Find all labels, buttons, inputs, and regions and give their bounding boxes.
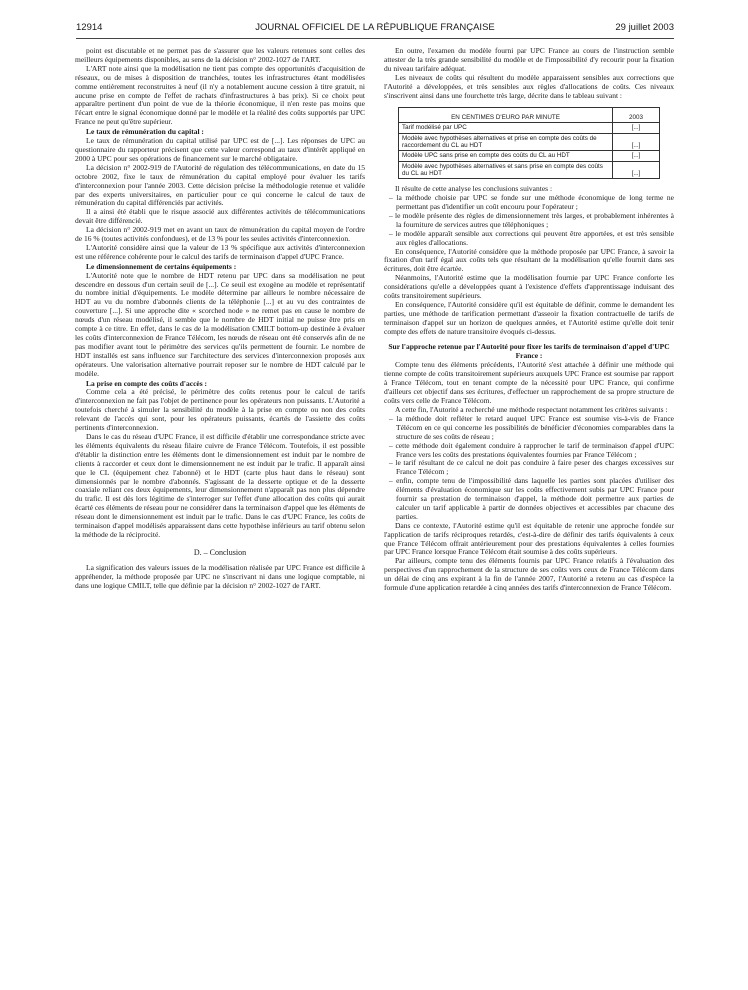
section-heading: Sur l'approche retenue par l'Autorité pour fixer les tarifs de terminaison d'appel d'UPC France : <box>388 341 670 360</box>
cost-table-row <box>399 161 660 179</box>
paragraph: Néanmoins, l'Autorité estime que la modélisation fournie par UPC France conforte les considérations qu'elle a développées quant à l'existence d'effets d'apprentissage induisant des coûts transitoirement supérieurs. <box>384 273 674 301</box>
section-heading: Le dimensionnement de certains équipements : <box>86 261 237 271</box>
journal-title: JOURNAL OFFICIEL DE LA RÉPUBLIQUE FRANÇAISE <box>255 22 495 33</box>
section-heading: La prise en compte des coûts d'accès : <box>86 378 208 388</box>
bullet-item: – cette méthode doit également conduire à rapprocher le tarif de terminaison d'appel d'UPC France vers les coûts des prestations équivalentes fournies par France Télécom ; <box>384 442 674 460</box>
paragraph: En conséquence, l'Autorité considère qu'il est équitable de définir, comme le demandent les parties, une méthode de tarification permettant d'asseoir la fixation contractuelle de tarifs de terminaison d'appel sur un horizon de quelques années, et l'Autorité estime qu'elle doit tenir compte des effets de nature transitoire évoqués ci-dessus. <box>384 300 674 336</box>
paragraph: Il a ainsi été établi que le risque associé aux différentes activités de télécommunications devait être différencié. <box>75 207 365 226</box>
paragraph: En conséquence, l'Autorité considère que la méthode proposée par UPC France, à savoir la fixation d'un tarif égal aux coûts tels que résultant de la modélisation qu'elle fournit dans ses écritures, doit être écartée. <box>384 246 674 274</box>
paragraph: A cette fin, l'Autorité a recherché une méthode respectant notamment les critères suivants : <box>395 404 668 414</box>
bullet-item: – le tarif résultant de ce calcul ne doit pas conduire à faire peser des charges excessives sur France Télécom ; <box>384 459 674 477</box>
paragraph: La signification des valeurs issues de la modélisation réalisée par UPC France est difficile à appréhender, la méthode proposée par UPC ne s'inscrivant ni dans une logique comptable, ni dans une logique CMILT, telle que définie par la décision n° 2002-1027 de l'ART. <box>75 562 365 590</box>
section-heading: Le taux de rémunération du capital : <box>86 127 204 137</box>
cost-table-header-label: EN CENTIMES D'EURO PAR MINUTE <box>399 108 613 123</box>
bullet-list <box>384 415 674 522</box>
cost-table-row-value: [...] <box>613 161 660 179</box>
cost-table-row-label: Tarif modélisé par UPC <box>399 123 613 133</box>
cost-table <box>398 107 660 179</box>
issue-date: 29 juillet 2003 <box>615 22 674 33</box>
cost-table-row-label: Modèle avec hypothèses alternatives et sans prise en compte des coûts du CL au HDT <box>399 161 613 179</box>
paragraph: Comme cela a été précisé, le périmètre des coûts retenus pour le calcul de tarifs d'interconnexion ne fait pas l'objet de pertinence pour les opérateurs non puissants. L'Autorité a toutefois cherché à simuler la sensibilité du modèle à la prise en compte ou non des coûts relevant de l'accès qui sont, pour les opérateurs puissants, écartés de l'assiette des coûts pertinents d'interconnexion. <box>75 387 365 433</box>
bullet-item: – la méthode choisie par UPC se fonde sur une méthode économique de long terme ne permettant pas d'identifier un coût encouru pour l'opérateur ; <box>384 194 674 212</box>
page-header <box>76 22 674 36</box>
paragraph: Les niveaux de coûts qui résultent du modèle apparaissent sensibles aux corrections que l'Autorité a développées, et très sensibles aux règles d'allocations de coûts. Ces niveaux s'inscrivent ainsi dans une fourchette très large, décrite dans le tableau suivant : <box>384 72 674 100</box>
paragraph: Dans ce contexte, l'Autorité estime qu'il est équitable de retenir une approche fondée sur l'application de tarifs réciproques retardés, c'est-à-dire de définir des tarifs équivalents à ceux que France Télécom offrait antérieurement pour des prestations équivalentes à celles fournies par UPC France lorsque France Télécom était soumise à des coûts supérieurs. <box>384 520 674 557</box>
paragraph: Le taux de rémunération du capital utilisé par UPC est de [...]. Les réponses de UPC au questionnaire du rapporteur précisent que cette valeur correspond au taux d'intérêt appliqué en 2000 à UPC pour ses opérations de financement sur le marché obligataire. <box>75 136 365 163</box>
paragraph: point est discutable et ne permet pas de s'assurer que les valeurs retenues sont celles des meilleurs équipements disponibles, au sens de la décision n° 2002-1027 de l'ART. <box>75 46 365 64</box>
cost-table-header-row <box>399 108 660 123</box>
bullet-list <box>384 194 674 247</box>
paragraph: La décision n° 2002-919 met en avant un taux de rémunération du capital moyen de l'ordre de 16 % (toutes activités confondues), et de 13 % pour les seules activités d'interconnexion. <box>75 225 365 244</box>
cost-table-row <box>399 133 660 151</box>
page-number: 12914 <box>76 22 103 33</box>
paragraph: Compte tenu des éléments précédents, l'Autorité s'est attachée à définir une méthode qui tienne compte de coûts transitoirement supérieurs auxquels UPC France est soumise par rapport à France Télécom, tout en tenant compte de la nécessité pour UPC France, qui confirme d'ailleurs cet objectif dans ses écritures, d'effectuer un rapprochement de sa propre structure de coûts vers celle de France Télécom. <box>384 360 674 406</box>
paragraph: La décision n° 2002-919 de l'Autorité de régulation des télécommunications, en date du 15 octobre 2002, fixe le taux de rémunération du capital employé pour évaluer les tarifs d'interconnexion pour l'année 2003. Cette décision précise la méthodologie retenue et validée par des experts universitaires, en particulier pour ce qui concerne le calcul de taux de rémunération du capital différenciés par activités. <box>75 162 365 208</box>
bullet-item: – le modèle présente des règles de dimensionnement très larges, et probablement inhérentes à la fourniture de services autres que téléphoniques ; <box>384 212 674 230</box>
bullet-item: – le modèle apparaît sensible aux corrections qui peuvent être apportées, et est très sensible aux règles d'allocations. <box>384 230 674 248</box>
paragraph: Il résulte de cette analyse les conclusions suivantes : <box>395 184 553 194</box>
cost-table-row <box>399 123 660 133</box>
cost-table-row-value: [...] <box>613 133 660 151</box>
cost-table-row-value: [...] <box>613 123 660 133</box>
paragraph: L'ART note ainsi que la modélisation ne tient pas compte des opportunités d'acquisition de réseaux, ou de mises à disposition de tranchées, toutes les infrastructures étant modélisées comme entièrement reconstruites à neuf (il n'y a notablement aucune cession à titre gratuit, ni aucune prise en compte de l'effet de rachats d'infrastructures à bas prix). Si ce choix peut apparaître pertinent d'un point de vue de la théorie économique, il n'en reste pas moins que l'écart entre le signal économique donné par le modèle et la réalité des coûts supportés par UPC France ne peut qu'être supérieur. <box>75 63 365 127</box>
paragraph: L'Autorité considère ainsi que la valeur de 13 % spécifique aux activités d'interconnexion est une référence cohérente pour le calcul des tarifs de terminaison d'appel d'UPC France. <box>75 242 365 261</box>
section-title: D. – Conclusion <box>193 547 247 557</box>
cost-table-header-year: 2003 <box>613 108 660 123</box>
cost-table-row <box>399 151 660 161</box>
right-column-bottom <box>384 185 674 593</box>
bullet-item: – la méthode doit refléter le retard auquel UPC France est soumise vis-à-vis de France Télécom en ce qui concerne les possibilités de bénéficier d'économies comparables dans la structure de ses coûts de réseau ; <box>384 415 674 442</box>
paragraph: En outre, l'examen du modèle fourni par UPC France au cours de l'instruction semble attester de la très grande sensibilité du modèle et de l'impossibilité d'y recourir pour la fixation du niveau tarifaire adéquat. <box>384 46 674 73</box>
left-column <box>75 47 365 590</box>
cost-table-row-label: Modèle avec hypothèses alternatives et prise en compte des coûts de raccordement du CL au HDT <box>399 133 613 151</box>
paragraph: L'Autorité note que le nombre de HDT retenu par UPC dans sa modélisation ne peut descendre en dessous d'un certain seuil de [...]. Ce seuil est exogène au modèle et représentatif du nombre initial d'équipements. Le modèle détermine par ailleurs le nombre nécessaire de HDT au vu du nombre d'abonnés clients de la téléphonie [...] et au vu des contraintes de couverture [...]. Si une approche dite « scorched node » ne remet pas en cause le nombre de nœuds d'un réseau modélisé, il semble que le nombre de HDT initial ne puisse être pris en compte à ce titre. En effet, dans le cas de la modélisation CMILT bottom-up destinée à évaluer les coûts d'interconnexion de France Télécom, les nœuds de réseau ont été conservés afin de ne pas modifier avant tout le périmètre des services qu'ils permettent de fournir. Le nombre de HDT installés est sans influence sur l'architecture des services d'interconnexion proposés aux opérateurs. Une valorisation alternative pourrait reposer sur le nombre de HDT calculé par le modèle. <box>75 270 365 378</box>
cost-table-row-value: [...] <box>613 151 660 161</box>
right-column <box>384 47 674 593</box>
right-column-top <box>384 47 674 100</box>
paragraph: Dans le cas du réseau d'UPC France, il est difficile d'établir une correspondance stricte avec les éléments équivalents du réseau filaire cuivre de France Télécom. Toutefois, il est possible d'établir la distinction entre les éléments dont le dimensionnement est induit par le nombre de clients à raccorder et ceux dont le dimensionnement ne est induit par le trafic. Il apparaît ainsi que le CL (équipement chez l'abonné) et le HDT (carte plus haut dans le réseau) sont dimensionnés par le nombre d'abonnés. S'agissant de la desserte optique et de la desserte coaxiale reliant ces deux équipements, leur dimensionnement n'apparaît pas non plus dépendre du trafic. Il est dès lors légitime de s'interroger sur l'effet d'une allocation des coûts qui aurait écarté ces éléments de réseau pour ne considérer dans la terminaison d'appel que les éléments de réseau dont le dimensionnement est induit par le trafic. Dans le cas d'UPC France, les coûts de terminaison d'appel modélisés apparaissent dans cette hypothèse inférieurs au tarif obtenu selon la méthode de la réciprocité. <box>75 431 365 539</box>
paragraph: Par ailleurs, compte tenu des éléments fournis par UPC France relatifs à l'évaluation des perspectives d'un rapprochement de la structure de ses coûts vers ceux de France Télécom dans un délai de cinq ans expirant à la fin de l'année 2007, l'Autorité a retenu au cas d'espèce la formule d'une application retardée à cinq années des tarifs d'interconnexion de France Télécom. <box>384 556 674 593</box>
cost-table-body <box>399 123 660 179</box>
bullet-item: – enfin, compte tenu de l'impossibilité dans laquelle les parties sont placées d'utiliser des éléments d'évaluation économique sur les coûts effectivement subis par UPC France pour fournir sa prestation de terminaison d'appel, la méthode doit permettre aux parties de calculer un tarif applicable à partir de données objectives et accessibles par chacune des parties. <box>384 477 674 522</box>
cost-table-row-label: Modèle UPC sans prise en compte des coûts du CL au HDT <box>399 151 613 161</box>
header-rule <box>76 38 674 39</box>
